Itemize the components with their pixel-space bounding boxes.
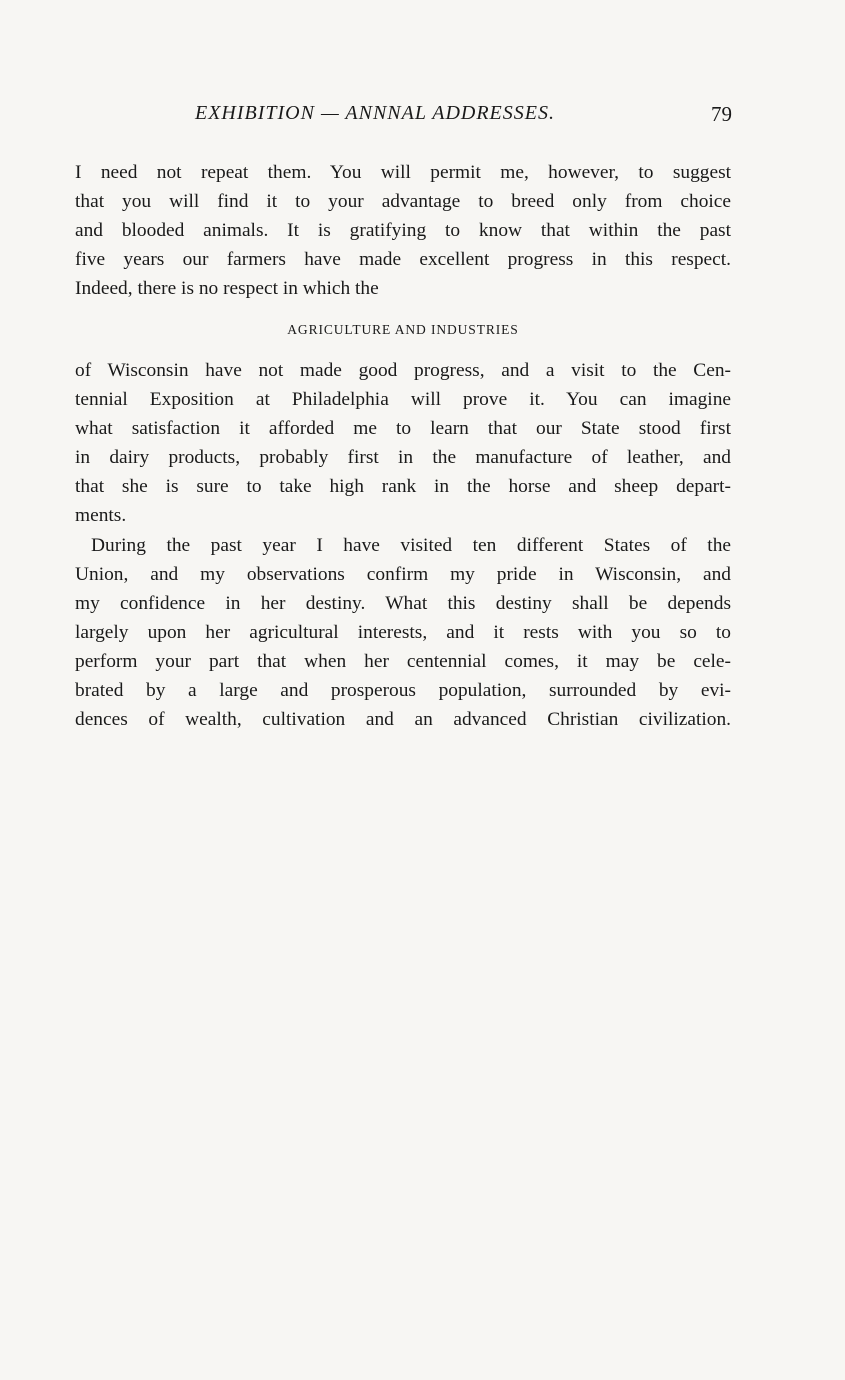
text-line: tennial Exposition at Philadelphia will prove it. You can imagine (75, 389, 731, 410)
text-line: Indeed, there is no respect in which the (75, 278, 379, 299)
text-line: in dairy products, probably first in the manufacture of leather, and (75, 447, 731, 468)
text-line: of Wisconsin have not made good progress, and a visit to the Cen- (75, 360, 731, 381)
paragraph-3 (75, 531, 731, 734)
text-line: five years our farmers have made excellent progress in this respect. (75, 249, 731, 270)
text-line: my confidence in her destiny. What this destiny shall be depends (75, 593, 731, 614)
text-line: and blooded animals. It is gratifying to know that within the past (75, 220, 731, 241)
running-title: EXHIBITION — ANNNAL ADDRESSES. (194, 102, 555, 124)
paragraph-1 (75, 158, 731, 303)
text-line: what satisfaction it afforded me to learn that our State stood first (75, 418, 731, 439)
running-header (75, 100, 735, 128)
paragraph-2 (75, 356, 731, 530)
text-line: Union, and my observations confirm my pride in Wisconsin, and (75, 564, 731, 585)
text-line: largely upon her agricultural interests, and it rests with you so to (75, 622, 731, 643)
text-line: perform your part that when her centennial comes, it may be cele- (75, 651, 731, 672)
text-line: ments. (75, 505, 127, 526)
text-line: that you will find it to your advantage to breed only from choice (75, 191, 731, 212)
text-line: dences of wealth, cultivation and an advanced Christian civilization. (75, 709, 731, 730)
text-line: I need not repeat them. You will permit me, however, to suggest (75, 162, 731, 183)
text-line: During the past year I have visited ten different States of the (91, 535, 731, 556)
text-line: that she is sure to take high rank in the horse and sheep depart- (75, 476, 731, 497)
page-number: 79 (711, 102, 732, 126)
section-subheading: AGRICULTURE AND INDUSTRIES (287, 322, 519, 337)
text-line: brated by a large and prosperous population, surrounded by evi- (75, 680, 731, 701)
